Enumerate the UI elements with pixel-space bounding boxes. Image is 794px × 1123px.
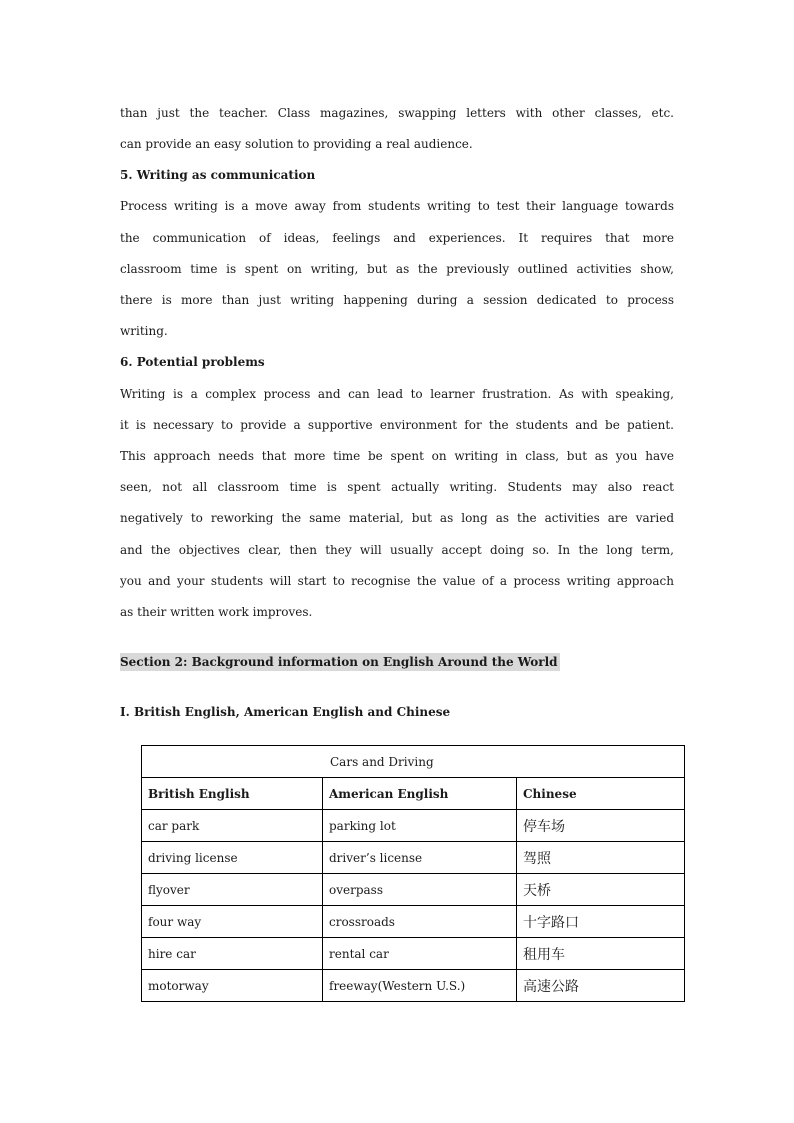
paragraph-line: seen, not all classroom time is spent actually writing. Students may also react [120, 480, 674, 494]
american-term: parking lot [323, 810, 517, 842]
paragraph-line: writing. [120, 324, 168, 338]
paragraph-line: and the objectives clear, then they will usually accept doing so. In the long term, [120, 543, 674, 557]
table-caption-row [142, 746, 685, 778]
american-term: overpass [323, 874, 517, 906]
chinese-term: 天桥 [517, 874, 685, 906]
british-term: motorway [142, 970, 323, 1002]
american-term: rental car [323, 938, 517, 970]
british-term: hire car [142, 938, 323, 970]
paragraph-line: it is necessary to provide a supportive environment for the students and be patient. [120, 418, 674, 432]
subsection-title: I. British English, American English and Chinese [120, 705, 451, 719]
table-row [142, 938, 685, 970]
table-header-row [142, 778, 685, 810]
paragraph-line: Process writing is a move away from students writing to test their language towards [120, 199, 674, 213]
section-title: Section 2: Background information on English Around the World [120, 655, 558, 669]
table-row [142, 906, 685, 938]
column-header-british: British English [142, 778, 323, 810]
chinese-term: 驾照 [517, 842, 685, 874]
chinese-term: 十字路口 [517, 906, 685, 938]
british-term: driving license [142, 842, 323, 874]
chinese-term: 高速公路 [517, 970, 685, 1002]
vocabulary-table [141, 745, 685, 1002]
british-term: four way [142, 906, 323, 938]
column-header-american: American English [323, 778, 517, 810]
table-row [142, 874, 685, 906]
column-header-chinese: Chinese [517, 778, 685, 810]
american-term: driver’s license [323, 842, 517, 874]
paragraph-line: negatively to reworking the same material, but as long as the activities are varied [120, 511, 674, 525]
american-term: freeway(Western U.S.) [323, 970, 517, 1002]
paragraph-line: classroom time is spent on writing, but as the previously outlined activities show, [120, 262, 674, 276]
paragraph-line: than just the teacher. Class magazines, swapping letters with other classes, etc. [120, 106, 674, 120]
paragraph-line: as their written work improves. [120, 605, 313, 619]
chinese-term: 停车场 [517, 810, 685, 842]
paragraph-line: Writing is a complex process and can lead to learner frustration. As with speaking, [120, 387, 674, 401]
table-row [142, 810, 685, 842]
british-term: car park [142, 810, 323, 842]
heading-writing-as-communication: 5. Writing as communication [120, 168, 316, 182]
table-caption: Cars and Driving [142, 746, 685, 778]
table-row [142, 842, 685, 874]
heading-potential-problems: 6. Potential problems [120, 355, 265, 369]
paragraph-line: there is more than just writing happening during a session dedicated to process [120, 293, 674, 307]
table-row [142, 970, 685, 1002]
paragraph-line: can provide an easy solution to providing a real audience. [120, 137, 473, 151]
paragraph-line: the communication of ideas, feelings and experiences. It requires that more [120, 231, 674, 245]
chinese-term: 租用车 [517, 938, 685, 970]
british-term: flyover [142, 874, 323, 906]
american-term: crossroads [323, 906, 517, 938]
paragraph-line: This approach needs that more time be spent on writing in class, but as you have [120, 449, 674, 463]
paragraph-line: you and your students will start to recognise the value of a process writing approach [120, 574, 674, 588]
